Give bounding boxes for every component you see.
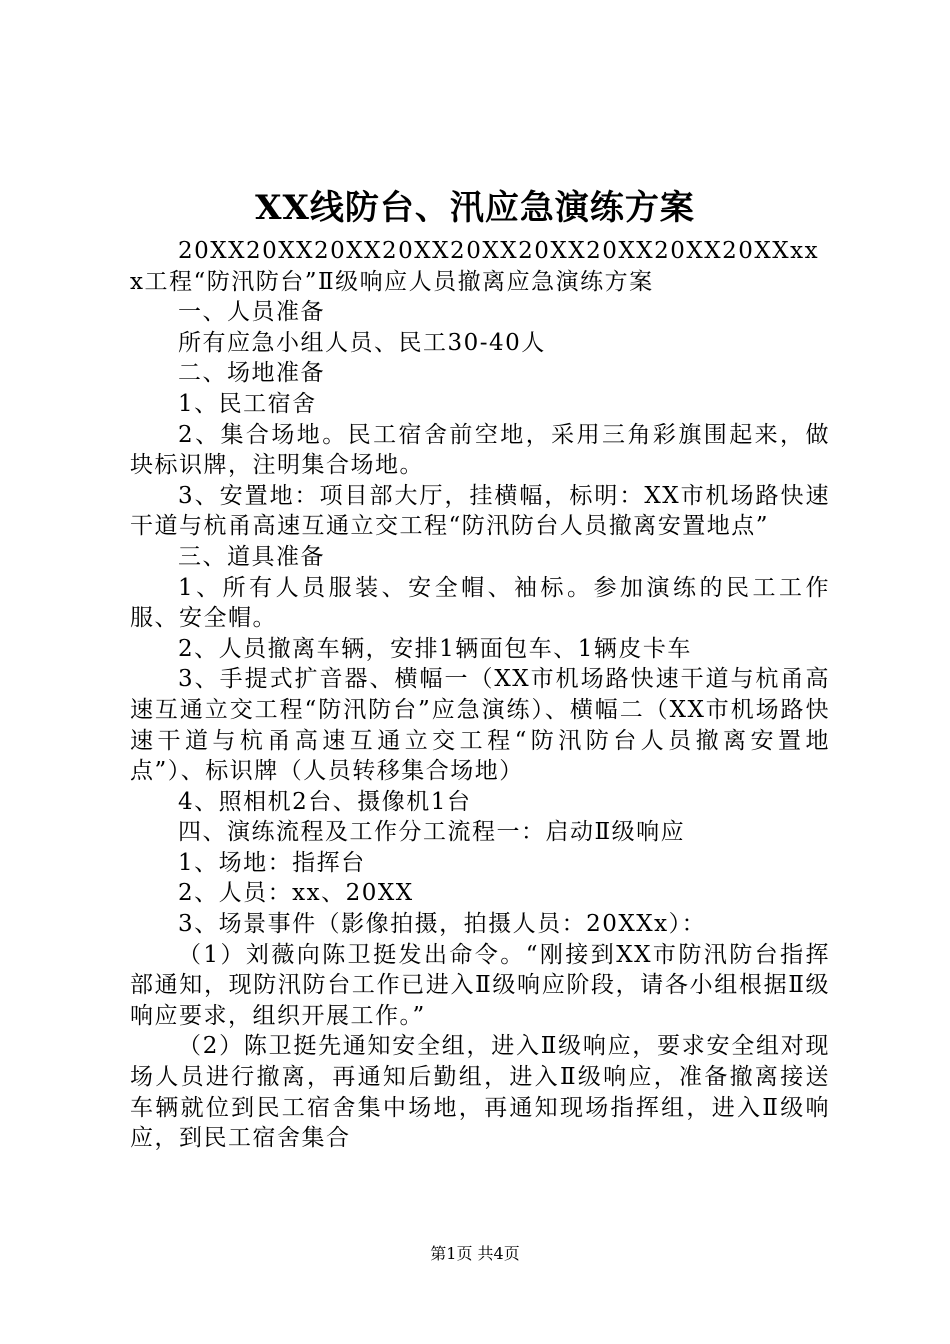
paragraph-site-3: 3、安置地：项目部大厅，挂横幅，标明：XX市机场路快速干道与杭甬高速互通立交工程“防汛防台人员撤离安置地点” [130, 482, 830, 540]
heading-process: 四、演练流程及工作分工流程一：启动Ⅱ级响应 [178, 819, 686, 846]
paragraph-scene-1: （1）刘薇向陈卫挺发出命令。“刚接到XX市防汛防台指挥部通知，现防汛防台工作已进入Ⅱ级响应阶段，请各小组根据Ⅱ级响应要求，组织开展工作。” [130, 941, 830, 1029]
paragraph-process-2: 2、人员：xx、20XX [178, 880, 414, 907]
paragraph-intro: 20XX20XX20XX20XX20XX20XX20XX20XX20XXxxx工程“防汛防台”Ⅱ级响应人员撤离应急演练方案 [130, 238, 820, 295]
document-body [130, 236, 830, 1154]
paragraph-scene-2: （2）陈卫挺先通知安全组，进入Ⅱ级响应，要求安全组对现场人员进行撤离，再通知后勤组，进入Ⅱ级响应，准备撤离接送车辆就位到民工宿舍集中场地，再通知现场指挥组，进入Ⅱ级响应，到民工宿舍集合 [130, 1033, 830, 1152]
paragraph-props-4: 4、照相机2台、摄像机1台 [178, 788, 472, 815]
paragraph-props-3: 3、手提式扩音器、横幅一（XX市机场路快速干道与杭甬高速互通立交工程“防汛防台”应急演练）、横幅二（XX市机场路快速干道与杭甬高速互通立交工程“防汛防台人员撤离安置地点”）、标识牌（人员转移集合场地） [130, 666, 830, 785]
heading-personnel: 一、人员准备 [178, 299, 325, 326]
paragraph-process-3: 3、场景事件（影像拍摄，拍摄人员：20XXx）： [178, 911, 707, 938]
paragraph-props-2: 2、人员撤离车辆，安排1辆面包车、1辆皮卡车 [178, 635, 692, 662]
paragraph-site-1: 1、民工宿舍 [178, 390, 317, 417]
heading-site: 二、场地准备 [178, 360, 325, 387]
paragraph-personnel: 所有应急小组人员、民工30-40人 [178, 329, 546, 356]
paragraph-site-2: 2、集合场地。民工宿舍前空地，采用三角彩旗围起来，做块标识牌，注明集合场地。 [130, 421, 830, 479]
page-number-footer: 第1页 共4页 [430, 1244, 520, 1263]
paragraph-props-1: 1、所有人员服装、安全帽、袖标。参加演练的民工工作服、安全帽。 [130, 574, 830, 632]
paragraph-process-1: 1、场地：指挥台 [178, 849, 366, 876]
heading-props: 三、道具准备 [178, 543, 325, 570]
document-title: XX线防台、汛应急演练方案 [255, 188, 695, 228]
